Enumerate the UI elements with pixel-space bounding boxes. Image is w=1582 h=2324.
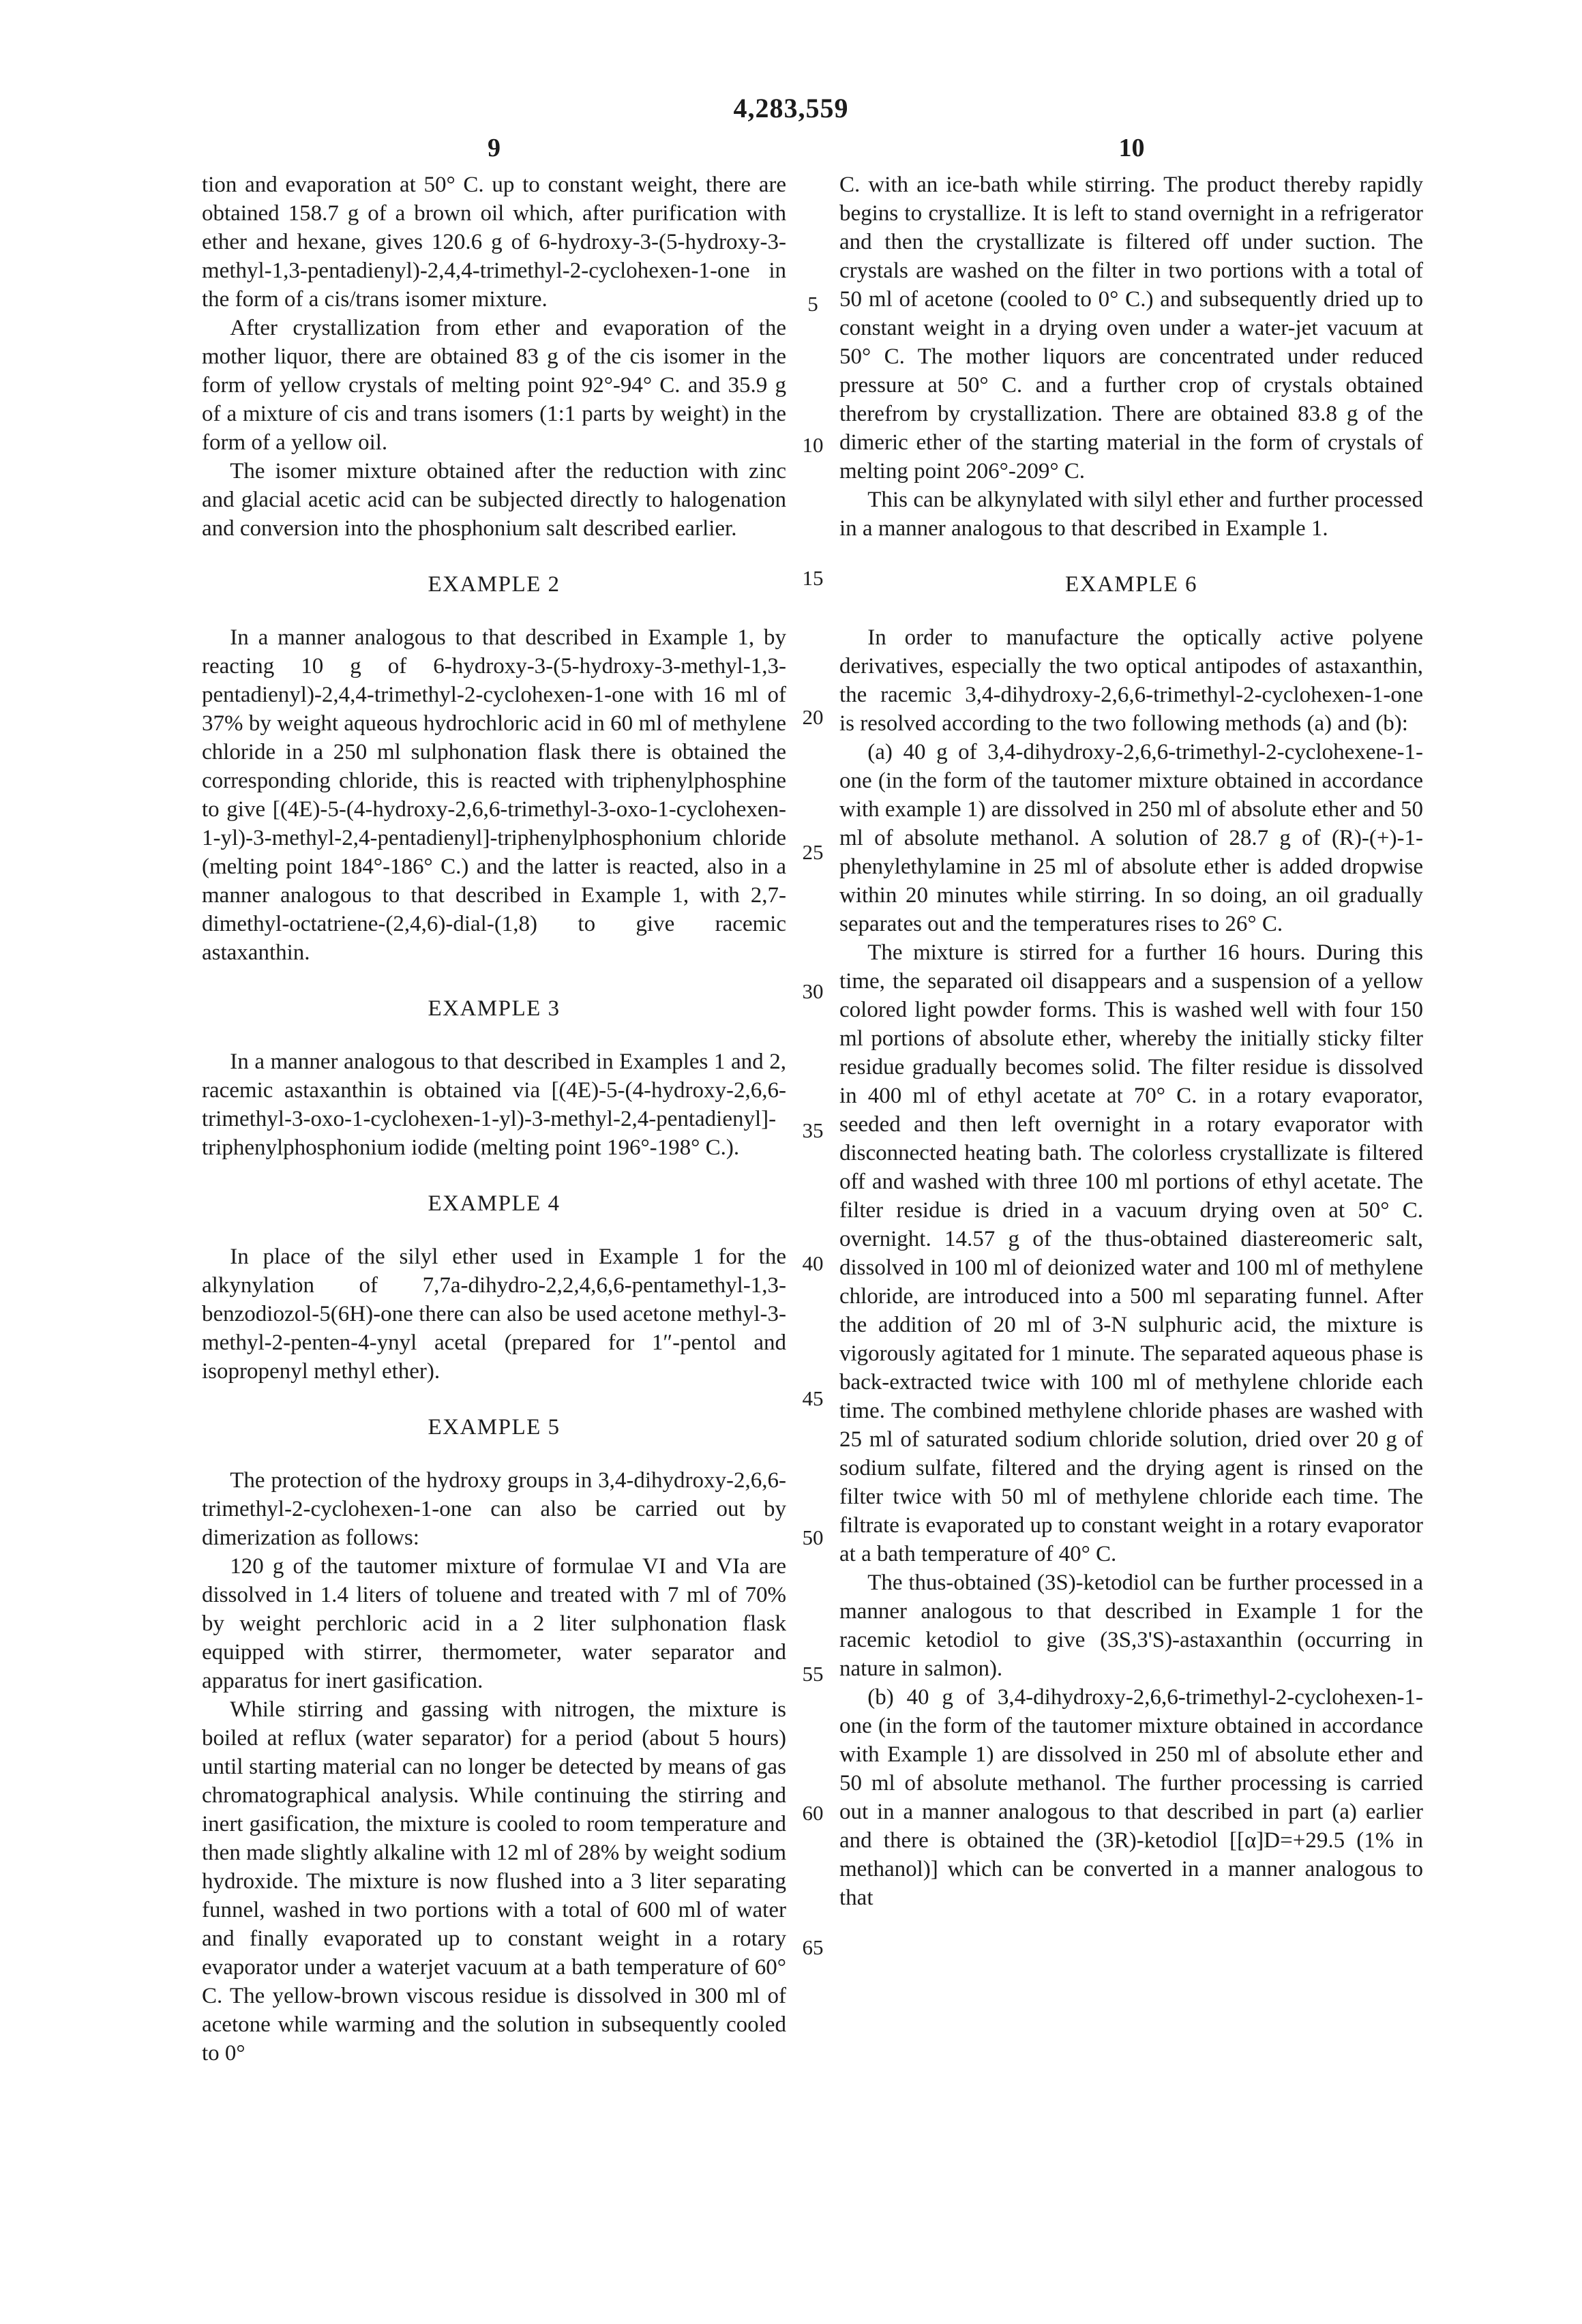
left-column-number: 9 xyxy=(488,134,501,162)
paragraph: tion and evaporation at 50° C. up to constant weight, there are obtained 158.7 g of a brown oil which, after purification with ether and hexane, gives 120.6 g of 6-hydroxy-3-(5-hydroxy-3-methyl-1,3-pentadienyl)-2,4,4-trimethyl-2-cyclohexen-1-one in the form of a cis/trans isomer mixture. xyxy=(202,173,786,312)
line-number: 55 xyxy=(802,1662,824,1686)
line-number: 10 xyxy=(802,433,824,457)
paragraph: The isomer mixture obtained after the reduction with zinc and glacial acetic acid can be subjected directly to halogenation and conversion into the phosphonium salt described earlier. xyxy=(202,459,786,541)
left-column xyxy=(202,170,786,2068)
paragraph: (a) 40 g of 3,4-dihydroxy-2,6,6-trimethyl-2-cyclohexene-1-one (in the form of the tautomer mixture obtained in accordance with example 1) are dissolved in 250 ml of absolute ether and 50 ml of absolute methanol. A solution of 28.7 g of (R)-(+)-1-phenylethylamine in 25 ml of absolute ether is added dropwise within 20 minutes while stirring. In so doing, an oil gradually separates out and the temperatures rises to 26° C. xyxy=(839,740,1423,936)
line-number: 30 xyxy=(802,979,824,1003)
example-3-heading: EXAMPLE 3 xyxy=(428,996,561,1021)
paragraph: After crystallization from ether and evaporation of the mother liquor, there are obtained 83 g of the cis isomer in the form of yellow crystals of melting point 92°-94° C. and 35.9 g of a mixture of cis and trans isomers (1:1 parts by weight) in the form of a yellow oil. xyxy=(202,316,786,455)
example-5-heading: EXAMPLE 5 xyxy=(428,1415,561,1440)
right-column-number: 10 xyxy=(1118,134,1145,162)
line-number: 20 xyxy=(802,705,824,729)
paragraph: The protection of the hydroxy groups in 3,4-dihydroxy-2,6,6-trimethyl-2-cyclohexen-1-one can also be carried out by dimerization as follows: xyxy=(202,1468,786,1550)
paragraph: The thus-obtained (3S)-ketodiol can be further processed in a manner analogous to that described in Example 1 for the racemic ketodiol to give (3S,3'S)-astaxanthin (occurring in nature in salmon). xyxy=(839,1570,1423,1681)
paragraph: In order to manufacture the optically active polyene derivatives, especially the two optical antipodes of astaxanthin, the racemic 3,4-dihydroxy-2,6,6-trimethyl-2-cyclohexen-1-one is resolved according to the two following methods (a) and (b): xyxy=(839,625,1423,736)
line-number: 15 xyxy=(802,566,824,590)
line-number: 45 xyxy=(802,1386,824,1410)
line-number: 25 xyxy=(802,840,824,864)
paragraph: 120 g of the tautomer mixture of formulae VI and VIa are dissolved in 1.4 liters of toluene and treated with 7 ml of 70% by weight perchloric acid in a 2 liter sulphonation flask equipped with stirrer, thermometer, water separator and apparatus for inert gasification. xyxy=(202,1554,786,1693)
line-number: 60 xyxy=(802,1801,824,1825)
paragraph: In a manner analogous to that described in Example 1, by reacting 10 g of 6-hydroxy-3-(5-hydroxy-3-methyl-1,3-pentadienyl)-2,4,4-trimethyl-2-cyclohexen-1-one with 16 ml of 37% by weight aqueous hydrochloric acid in 60 ml of methylene chloride in a 250 ml sulphonation flask there is obtained the corresponding chloride, this is reacted with triphenylphosphine to give [(4E)-5-(4-hydroxy-2,6,6-trimethyl-3-oxo-1-cyclohexen-1-yl)-3-methyl-2,4-pentadienyl]-triphenylphosphonium chloride (melting point 184°-186° C.) and the latter is reacted, also in a manner analogous to that described in Example 1, with 2,7-dimethyl-octatriene-(2,4,6)-dial-(1,8) to give racemic astaxanthin. xyxy=(202,625,786,965)
line-number: 40 xyxy=(802,1251,824,1275)
line-number: 5 xyxy=(807,292,818,316)
line-number: 65 xyxy=(802,1935,824,1959)
paragraph: This can be alkynylated with silyl ether and further processed in a manner analogous to that described in Example 1. xyxy=(839,488,1423,541)
example-6-heading: EXAMPLE 6 xyxy=(1064,572,1198,597)
paragraph: In place of the silyl ether used in Example 1 for the alkynylation of 7,7a-dihydro-2,2,4,6,6-pentamethyl-1,3-benzodiozol-5(6H)-one there can also be used acetone methyl-3-methyl-2-penten-4-ynyl acetal (prepared for 1″-pentol and isopropenyl methyl ether). xyxy=(202,1245,786,1384)
patent-number: 4,283,559 xyxy=(733,93,849,123)
right-column xyxy=(839,170,1423,1912)
paragraph: The mixture is stirred for a further 16 hours. During this time, the separated oil disappears and a suspension of a yellow colored light powder forms. This is washed well with four 150 ml portions of absolute ether, whereby the initially sticky filter residue gradually becomes solid. The filter residue is dissolved in 400 ml of ethyl acetate at 70° C. in a rotary evaporator, seeded and then left overnight in a rotary evaporator with disconnected heating bath. The colorless crystallizate is filtered off and washed with three 100 ml portions of ethyl acetate. The filter residue is dried in a vacuum drying oven at 50° C. overnight. 14.57 g of the thus-obtained diastereomeric salt, dissolved in 100 ml of deionized water and 100 ml of methylene chloride, are introduced into a 500 ml separating funnel. After the addition of 20 ml of 3-N sulphuric acid, the mixture is vigorously agitated for 1 minute. The separated aqueous phase is back-extracted twice with 100 ml of methylene chloride each time. The combined methylene chloride phases are washed with 25 ml of saturated sodium chloride solution, dried over 20 g of sodium sulfate, filtered and the drying agent is rinsed on the filter twice with 50 ml of methylene chloride each time. The filtrate is evaporated up to constant weight in a rotary evaporator at a bath temperature of 40° C. xyxy=(839,940,1423,1566)
paragraph: (b) 40 g of 3,4-dihydroxy-2,6,6-trimethyl-2-cyclohexen-1-one (in the form of the tautomer mixture obtained in accordance with Example 1) are dissolved in 250 ml of absolute ether and 50 ml of absolute methanol. The further processing is carried out in a manner analogous to that described in part (a) earlier and there is obtained the (3R)-ketodiol [[α]D=+29.5 (1% in methanol)] which can be converted in a manner analogous to that xyxy=(839,1685,1423,1910)
paragraph: While stirring and gassing with nitrogen, the mixture is boiled at reflux (water separator) for a period (about 5 hours) until starting material can no longer be detected by means of gas chromatographical analysis. While continuing the stirring and inert gasification, the mixture is cooled to room temperature and then made slightly alkaline with 12 ml of 28% by weight sodium hydroxide. The mixture is now flushed into a 3 liter separating funnel, washed in two portions with a total of 600 ml of water and finally evaporated up to constant weight in a rotary evaporator under a waterjet vacuum at a bath temperature of 60° C. The yellow-brown viscous residue is dissolved in 300 ml of acetone while warming and the solution in subsequently cooled to 0° xyxy=(202,1697,786,2066)
paragraph: C. with an ice-bath while stirring. The product thereby rapidly begins to crystallize. It is left to stand overnight in a refrigerator and then the crystallizate is filtered off under suction. The crystals are washed on the filter in two portions with a total of 50 ml of acetone (cooled to 0° C.) and subsequently dried up to constant weight in a drying oven under a water-jet vacuum at 50° C. The mother liquors are concentrated under reduced pressure at 50° C. and a further crop of crystals obtained therefrom by crystallization. There are obtained 83.8 g of the dimeric ether of the starting material in the form of crystals of melting point 206°-209° C. xyxy=(839,173,1423,483)
line-number-gutter xyxy=(786,0,840,2324)
paragraph: In a manner analogous to that described in Examples 1 and 2, racemic astaxanthin is obtained via [(4E)-5-(4-hydroxy-2,6,6-trimethyl-3-oxo-1-cyclohexen-1-yl)-3-methyl-2,4-pentadienyl]-triphenylphosphonium iodide (melting point 196°-198° C.). xyxy=(202,1049,786,1160)
line-number: 35 xyxy=(802,1118,824,1142)
example-2-heading: EXAMPLE 2 xyxy=(428,572,561,597)
line-number: 50 xyxy=(802,1525,824,1549)
example-4-heading: EXAMPLE 4 xyxy=(428,1191,561,1216)
